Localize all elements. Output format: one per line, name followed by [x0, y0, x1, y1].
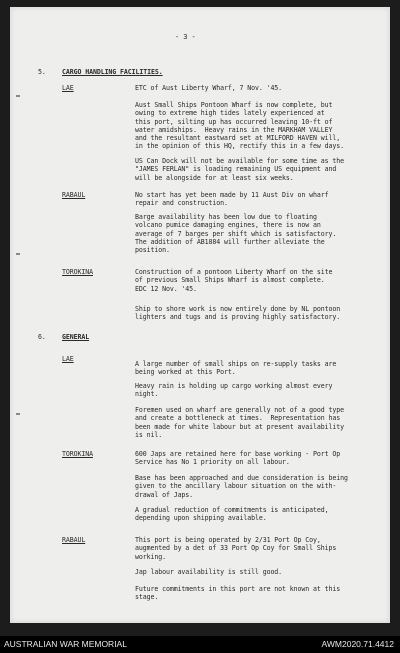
text-block-s5-title: CARGO HANDLING FACILITIES. — [62, 68, 163, 76]
punch-hole-mark — [16, 95, 20, 97]
text-block-s6-num: 6. — [38, 333, 46, 341]
archive-footer — [0, 636, 400, 653]
text-block-tor1-p2: Ship to shore work is now entirely done by NL pontoon lighters and tugs and is proving highly satisfactory. — [135, 305, 341, 322]
text-block-tor2-h: TOROKINA — [62, 450, 93, 458]
text-block-s6-title: GENERAL — [62, 333, 90, 341]
text-block-tor2-p1: 600 Japs are retained here for base working - Port Op Service has No 1 priority on all labour. — [135, 450, 341, 467]
text-block-lae2-p1: A large number of small ships on re-supply tasks are being worked at this Port. — [135, 360, 337, 377]
text-block-lae1-p2: US Can Dock will not be available for some time as the "JAMES FERLAN" is loading remaining US equipment and will be alongside for at least six weeks. — [135, 157, 344, 182]
punch-hole-mark — [16, 253, 20, 255]
page-number: - 3 - — [175, 33, 196, 41]
text-block-rab2-p1: This port is being operated by 2/31 Port Op Coy, augmented by a det of 33 Port Op Coy for Small Ships working. — [135, 536, 337, 561]
text-block-rab1-p2: Barge availability has been low due to floating volcano pumice damaging engines, there is now an average of 7 barges per shift which is satisfactory. The addition of AB1884 will further alleviate the position. — [135, 213, 337, 255]
archive-reference: AWM2020.71.4412 — [321, 639, 394, 649]
text-block-rab2-p3: Future commitments in this port are not known at this stage. — [135, 585, 341, 602]
punch-hole-mark — [16, 413, 20, 415]
text-block-lae2-h: LAE — [62, 355, 74, 363]
text-block-tor2-p3: A gradual reduction of commitments is anticipated, depending upon shipping available. — [135, 506, 329, 523]
archive-name: AUSTRALIAN WAR MEMORIAL — [4, 639, 127, 649]
text-block-rab1-p1: No start has yet been made by 11 Aust Div on wharf repair and construction. — [135, 191, 329, 208]
text-block-tor2-p2: Base has been approached and due consideration is being given to the ancillary labour situation on the with- drawal of Japs. — [135, 474, 348, 499]
text-block-tor1-p1: Construction of a pontoon Liberty Wharf on the site of previous Small Ships Wharf is almost complete. EDC 12 Nov. '45. — [135, 268, 333, 293]
text-block-tor1-h: TOROKINA — [62, 268, 93, 276]
text-block-lae1-h: LAE — [62, 84, 74, 92]
text-block-lae2-p2: Heavy rain is holding up cargo working almost every night. — [135, 382, 333, 399]
text-block-lae1-line: ETC of Aust Liberty Wharf, 7 Nov. '45. — [135, 84, 283, 92]
text-block-s5-num: 5. — [38, 68, 46, 76]
text-block-rab2-h: RABAUL — [62, 536, 86, 544]
text-block-rab2-p2: Jap labour availability is still good. — [135, 568, 283, 576]
text-block-lae2-p3: Foremen used on wharf are generally not of a good type and create a bottleneck at times. Representation has been made for white labour but at present availability is nil. — [135, 406, 344, 439]
text-block-rab1-h: RABAUL — [62, 191, 86, 199]
text-block-lae1-p1: Aust Small Ships Pontoon Wharf is now complete, but owing to extreme high tides lately experienced at this port, silting up has occurred leaving 10-ft of water amidships. Heavy rains in the MARKHAM VALLEY and the resultant eastward set at MILFORD HAVEN will, in the opinion of this HQ, rectify this in a few days. — [135, 101, 344, 151]
